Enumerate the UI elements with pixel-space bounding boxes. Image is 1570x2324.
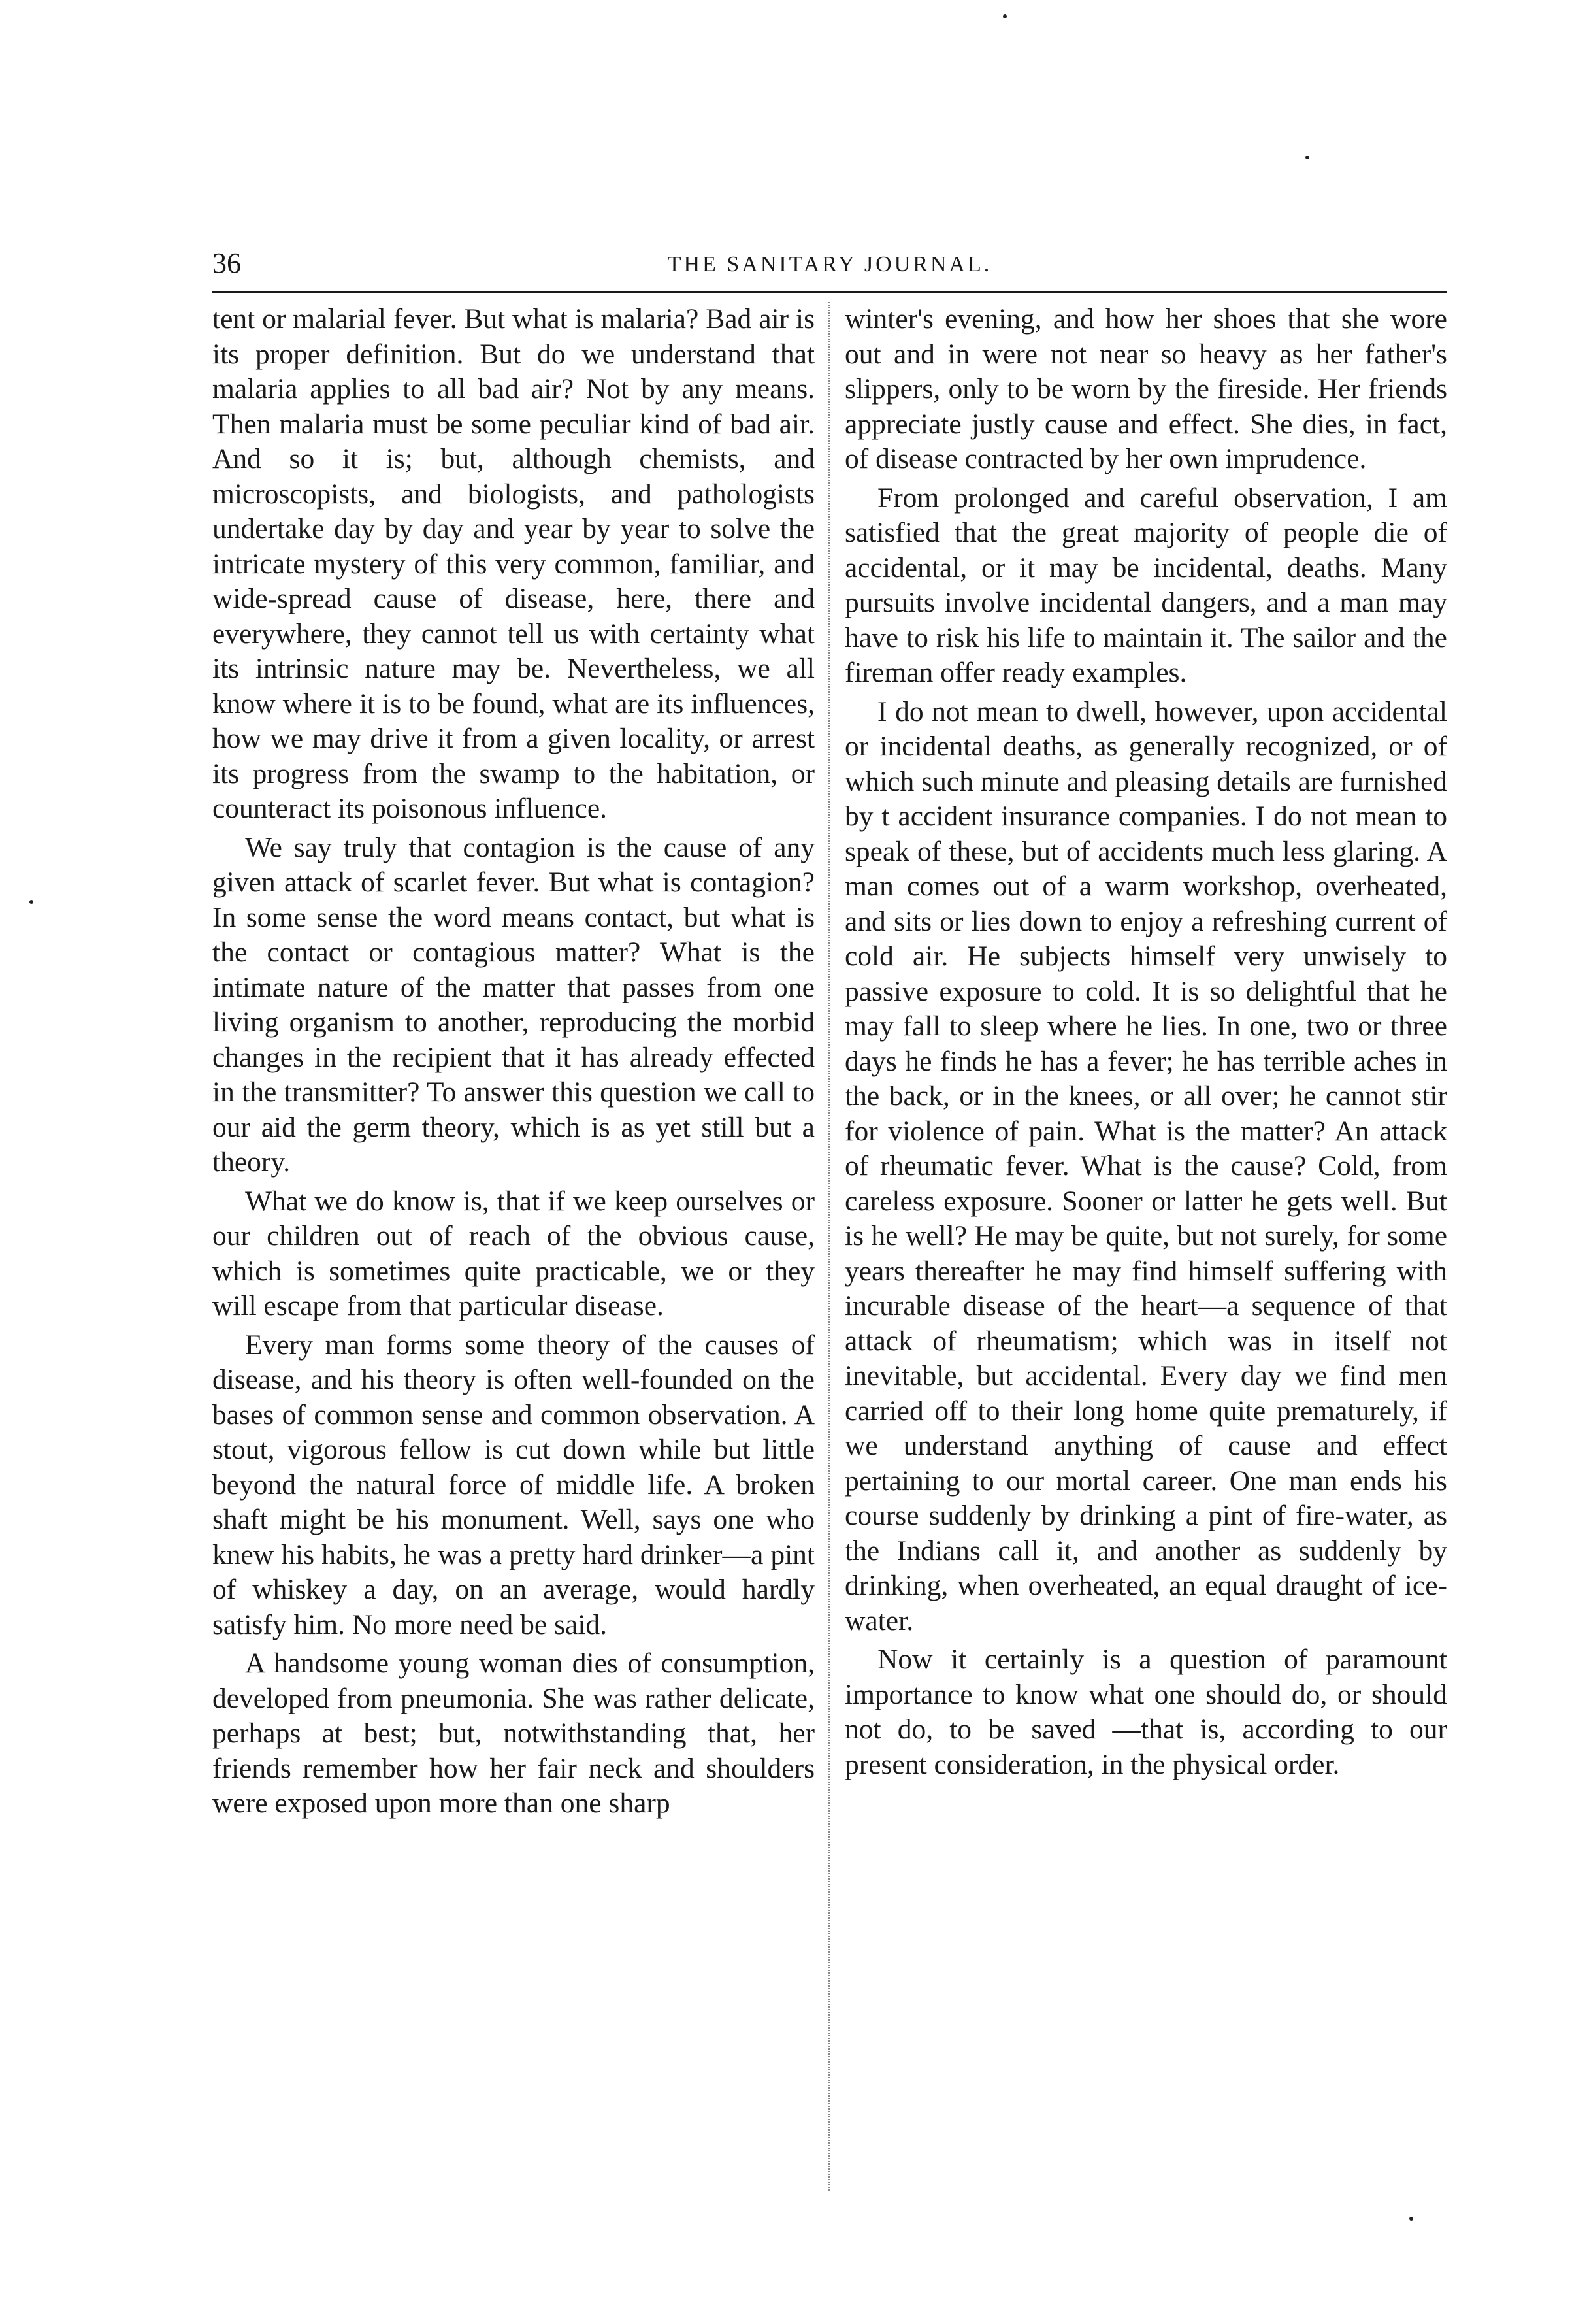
ink-speck <box>1305 156 1309 159</box>
left-column <box>212 302 815 1821</box>
page-number: 36 <box>212 247 241 279</box>
column-divider <box>828 302 830 2191</box>
paragraph: From prolonged and careful observation, I am satisfied that the great majority of people die of accidental, or it may be incidental, deaths. Many pursuits involve incidental dangers, and a man may have to risk his life to maintain it. The sailor and the fireman offer ready examples. <box>845 482 1447 688</box>
paragraph: What we do know is, that if we keep ourselves or our children out of reach of the obvious cause, which is sometimes quite practicable, we or they will escape from that particular disease. <box>212 1185 815 1321</box>
page-header <box>212 247 1447 280</box>
header-rule <box>212 291 1447 293</box>
paragraph: I do not mean to dwell, however, upon accidental or incidental deaths, as generally recognized, or of which such minute and pleasing details are furnished by t accident insurance companies. I do not mean to speak of these, but of accidents much less glaring. A man comes out of a warm workshop, overheated, and sits or lies down to enjoy a refreshing current of cold air. He subjects himself very unwisely to passive exposure to cold. It is so delightful that he may fall to sleep where he lies. In one, two or three days he finds he has a fever; he has terrible aches in the back, or in the knees, or all over; he cannot stir for violence of pain. What is the matter? An attack of rheumatic fever. What is the cause? Cold, from careless exposure. Sooner or latter he gets well. But is he well? He may be quite, but not surely, for some years thereafter he may find himself suffering with incurable disease of the heart—a sequence of that attack of rheumatism; which was in itself not inevitable, but accidental. Every day we find men carried off to their long home quite prematurely, if we understand anything of cause and effect pertaining to our mortal career. One man ends his course suddenly by drinking a pint of fire-water, as the Indians call it, and another as suddenly by drinking, when overheated, an equal draught of ice-water. <box>845 695 1447 1636</box>
paragraph: Every man forms some theory of the causes of disease, and his theory is often well-founded on the bases of common sense and common observation. A stout, vigorous fellow is cut down while but little beyond the natural force of middle life. A broken shaft might be his monument. Well, says one who knew his habits, he was a pretty hard drinker—a pint of whiskey a day, on an average, would hardly satisfy him. No more need be said. <box>212 1329 815 1640</box>
running-title: THE SANITARY JOURNAL. <box>667 252 992 276</box>
paragraph: We say truly that contagion is the cause of any given attack of scarlet fever. But what is contagion? In some sense the word means contact, but what is the contact or contagious matter? What is the intimate nature of the matter that passes from one living organism to another, reproducing the morbid changes in the recipient that it has already effected in the transmitter? To answer this question we call to our aid the germ theory, which is as yet still but a theory. <box>212 831 815 1178</box>
right-column <box>845 302 1447 1782</box>
paragraph: A handsome young woman dies of consumption, developed from pneumonia. She was rather delicate, perhaps at best; but, notwithstanding that, her friends remember how her fair neck and shoulders were exposed upon more than one sharp <box>212 1648 815 1819</box>
paragraph: winter's evening, and how her shoes that she wore out and in were not near so heavy as her father's slippers, only to be worn by the fireside. Her friends appreciate justly cause and effect. She dies, in fact, of disease contracted by her own imprudence. <box>845 303 1447 474</box>
paragraph: tent or malarial fever. But what is malaria? Bad air is its proper definition. But do we understand that malaria applies to all bad air? Not by any means. Then malaria must be some peculiar kind of bad air. And so it is; but, although chemists, and microscopists, and biologists, and pathologists undertake day by day and year by year to solve the intricate mystery of this very common, familiar, and wide-spread cause of disease, here, there and everywhere, they cannot tell us with certainty what its intrinsic nature may be. Nevertheless, we all know where it is to be found, what are its influences, how we may drive it from a given locality, or arrest its progress from the swamp to the habitation, or counteract its poisonous influence. <box>212 303 815 824</box>
paragraph: Now it certainly is a question of paramount importance to know what one should do, or should not do, to be saved —that is, according to our present consideration, in the physical order. <box>845 1644 1447 1780</box>
ink-speck <box>1003 14 1007 18</box>
ink-speck <box>29 900 33 904</box>
ink-speck <box>1409 2217 1413 2221</box>
